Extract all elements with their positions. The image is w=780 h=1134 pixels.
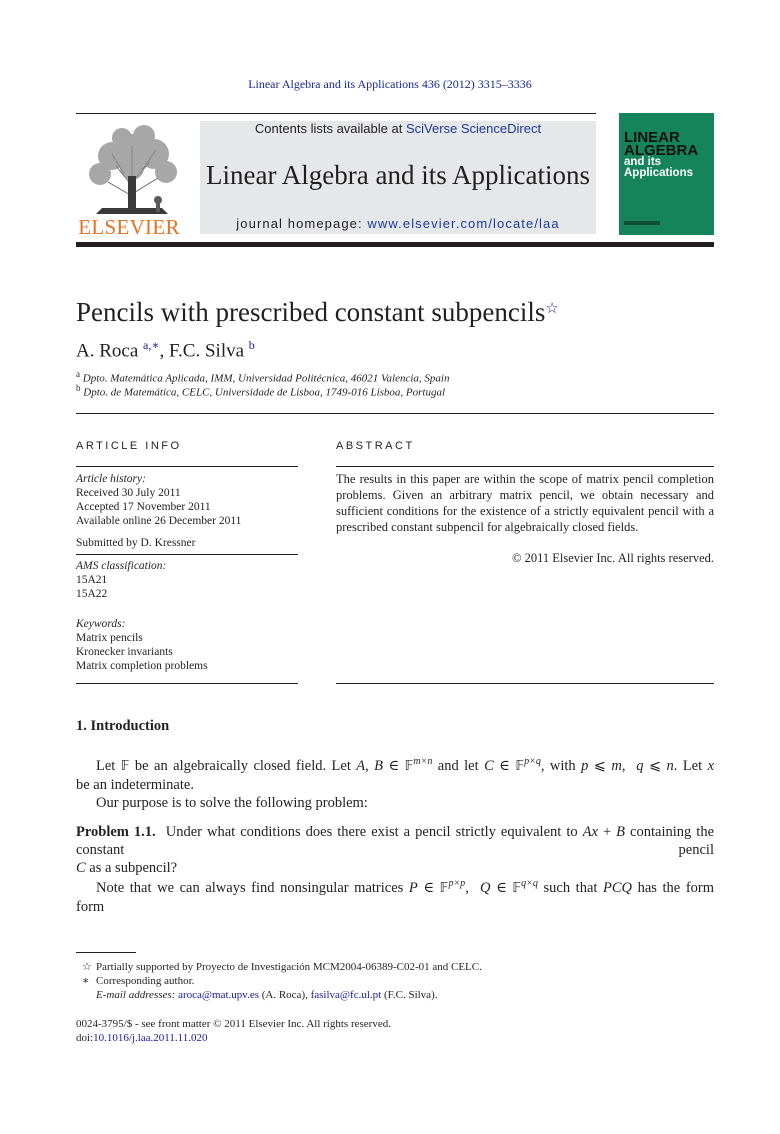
article-history — [76, 472, 298, 528]
author-separator: , — [159, 340, 169, 362]
keyword-3: Matrix completion problems — [76, 660, 208, 672]
email-label: E-mail addresses: — [96, 989, 179, 1001]
author-2: F.C. Silva — [169, 340, 245, 362]
problem-text-a: Under what conditions does there exist a pencil strictly equivalent to — [165, 824, 583, 840]
ams-label: AMS classification: — [76, 560, 167, 572]
homepage-link[interactable]: www.elsevier.com/locate/laa — [367, 216, 560, 231]
journal-cover[interactable] — [619, 113, 714, 235]
sciencedirect-link[interactable]: SciVerse ScienceDirect — [405, 121, 542, 136]
history-label: Article history: — [76, 473, 146, 485]
footnote-funding — [82, 960, 482, 974]
intro-p3-line-1: Note that we can always find nonsingular matrices P ∈ 𝔽$^{p\times p}$, Q ∈ 𝔽$^{q\times q}$ such that PCQ has the form — [96, 878, 715, 896]
math-P: P — [408, 879, 418, 896]
math-Ax-plus-B: Ax — [582, 824, 598, 840]
journal-citation-link[interactable]: Linear Algebra and its Applications 436 (2012) 3315–3336 — [248, 77, 532, 91]
cover-line-3: and its — [624, 156, 662, 168]
footnote-corresponding-mark: ∗ — [82, 975, 90, 987]
problem-line-1: Problem 1.1. Under what conditions does there exist a pencil strictly equivalent to Ax + B containing the constant pencil — [76, 824, 715, 858]
author-2-mark[interactable]: b — [248, 338, 255, 352]
p3-text-c: has the form — [632, 879, 715, 896]
elsevier-wordmark: ELSEVIER — [78, 215, 180, 239]
homepage-prefix: journal homepage: — [236, 216, 368, 231]
math-C-sub: C — [76, 860, 86, 876]
email-name-silva: (F.C. Silva). — [381, 989, 438, 1001]
intro-paragraph-2: Our purpose is to solve the following problem: — [96, 794, 368, 811]
article-title-text: Pencils with prescribed constant subpencils — [76, 297, 546, 327]
p1-text-e: . Let — [673, 757, 708, 774]
journal-title: Linear Algebra and its Applications — [206, 160, 590, 190]
problem-text-b: containing the constant pencil — [76, 824, 715, 858]
footnote-emails — [96, 988, 437, 1002]
math-B: B — [374, 757, 384, 774]
cover-line-1: LINEAR — [624, 129, 680, 146]
article-info-heading: ARTICLE INFO — [76, 440, 182, 452]
contents-line — [200, 121, 596, 136]
doi-line — [76, 1031, 208, 1045]
math-F-mn: 𝔽 — [404, 758, 414, 774]
intro-paragraph-3 — [76, 875, 714, 916]
intro-p1-line-2: be an indeterminate. — [76, 776, 194, 793]
ams-classification — [76, 559, 166, 601]
ams-code-1: 15A21 — [76, 574, 108, 586]
keyword-2: Kronecker invariants — [76, 646, 173, 658]
p1-text-d: , with — [540, 757, 582, 774]
issn-line: 0024-3795/$ - see front matter © 2011 Elsevier Inc. All rights reserved. — [76, 1018, 391, 1030]
header-thick-rule — [76, 242, 714, 247]
math-C: C — [484, 757, 494, 774]
math-sup-qxq: q×q — [521, 878, 538, 889]
math-x: x — [707, 757, 715, 774]
email-link-silva[interactable]: fasilva@fc.ul.pt — [310, 989, 382, 1001]
abstract-heading: ABSTRACT — [336, 440, 415, 452]
affiliation-a-mark: a — [76, 369, 80, 379]
accepted-date: Accepted 17 November 2011 — [76, 501, 211, 513]
footnote-corresponding-text: Corresponding author. — [96, 975, 195, 987]
submitted-rule — [76, 554, 298, 555]
homepage-line — [200, 216, 596, 231]
math-q-le-n: q — [636, 757, 644, 774]
abstract-text: The results in this paper are within the scope of matrix pencil completion problems. Given an arbitrary matrix pencil, we obtain necessary and sufficient conditions for the existence of a strictly equivalent pencil with a prescribed constant subpencil for algebraically closed fields. — [336, 472, 714, 534]
math-A-B-in-F: A — [356, 757, 366, 774]
header-top-rule — [76, 113, 596, 114]
math-sup-pxp: p×p — [448, 878, 466, 889]
title-footnote-mark[interactable]: ☆ — [545, 301, 559, 317]
section-heading-introduction: 1. Introduction — [76, 718, 170, 734]
p3-text-b: such that — [537, 879, 604, 896]
footnote-corresponding — [82, 974, 194, 988]
received-date: Received 30 July 2011 — [76, 487, 181, 499]
math-PCQ: PCQ — [603, 879, 633, 896]
ams-code-2: 15A22 — [76, 588, 108, 600]
p3-text-a: Note that we can always find nonsingular matrices — [96, 879, 409, 896]
cover-title — [624, 131, 712, 179]
authors-rule — [76, 413, 714, 414]
math-sup-pxq: p×q — [524, 756, 541, 767]
cover-bar — [624, 221, 660, 225]
keywords-label: Keywords: — [76, 618, 126, 630]
footnote-funding-mark: ☆ — [82, 961, 92, 973]
p1-text-b: be an algebraically closed field. Let — [129, 757, 357, 774]
affiliation-b — [76, 383, 445, 399]
intro-p1-line-1: Let 𝔽 be an algebraically closed field. Let A, B ∈ 𝔽$^{m\times n}$ and let C ∈ 𝔽$^{p\times q}$, with p ⩽ m, q ⩽ n. Let x — [96, 756, 715, 774]
abstract-bottom-rule — [336, 683, 714, 684]
article-info-bottom-rule — [76, 683, 298, 684]
footnote-funding-text: Partially supported by Proyecto de Investigación MCM2004-06389-C02-01 and CELC. — [96, 961, 482, 973]
problem-text-c: as a subpencil? — [85, 860, 178, 876]
math-sup-mxn: m×n — [413, 756, 433, 767]
affiliation-b-text: Dpto. de Matemática, CELC, Universidade de Lisboa, 1749-016 Lisboa, Portugal — [83, 386, 446, 399]
article-info-rule — [76, 466, 298, 467]
cover-line-4: Applications — [624, 167, 694, 179]
cover-line-2: ALGEBRA — [624, 142, 699, 159]
footnote-rule — [76, 952, 136, 953]
contents-prefix: Contents lists available at — [254, 121, 406, 136]
authors — [76, 338, 255, 362]
keyword-1: Matrix pencils — [76, 632, 143, 644]
math-Q: Q — [480, 879, 491, 896]
submitted-by: Submitted by D. Kressner — [76, 537, 196, 549]
author-1: A. Roca — [76, 340, 139, 362]
math-p-le-m: p — [581, 757, 589, 774]
p1-text-a: Let — [96, 757, 121, 774]
intro-paragraph-1 — [76, 753, 714, 812]
affiliation-a-text: Dpto. Matemática Aplicada, IMM, Universidad Politécnica, 46021 Valencia, Spain — [82, 372, 450, 385]
abstract-rule — [336, 466, 714, 467]
math-F-pq: 𝔽 — [515, 758, 525, 774]
math-field-F: 𝔽 — [120, 758, 130, 774]
keywords — [76, 617, 208, 673]
online-date: Available online 26 December 2011 — [76, 515, 242, 527]
article-title — [76, 297, 559, 328]
p1-text-c: and let — [432, 757, 485, 774]
affiliation-b-mark: b — [76, 383, 81, 393]
intro-p3-line-2: form — [76, 898, 105, 915]
email-name-roca: (A. Roca), — [258, 989, 311, 1001]
doi-link[interactable]: 10.1016/j.laa.2011.11.020 — [93, 1032, 208, 1044]
author-1-marks[interactable]: a,∗ — [143, 338, 160, 352]
email-link-roca[interactable]: aroca@mat.upv.es — [178, 989, 259, 1001]
doi-label: doi: — [76, 1032, 94, 1044]
problem-1-1 — [76, 823, 714, 877]
abstract-copyright: © 2011 Elsevier Inc. All rights reserved. — [511, 551, 714, 565]
problem-label: Problem 1.1. — [76, 824, 156, 840]
